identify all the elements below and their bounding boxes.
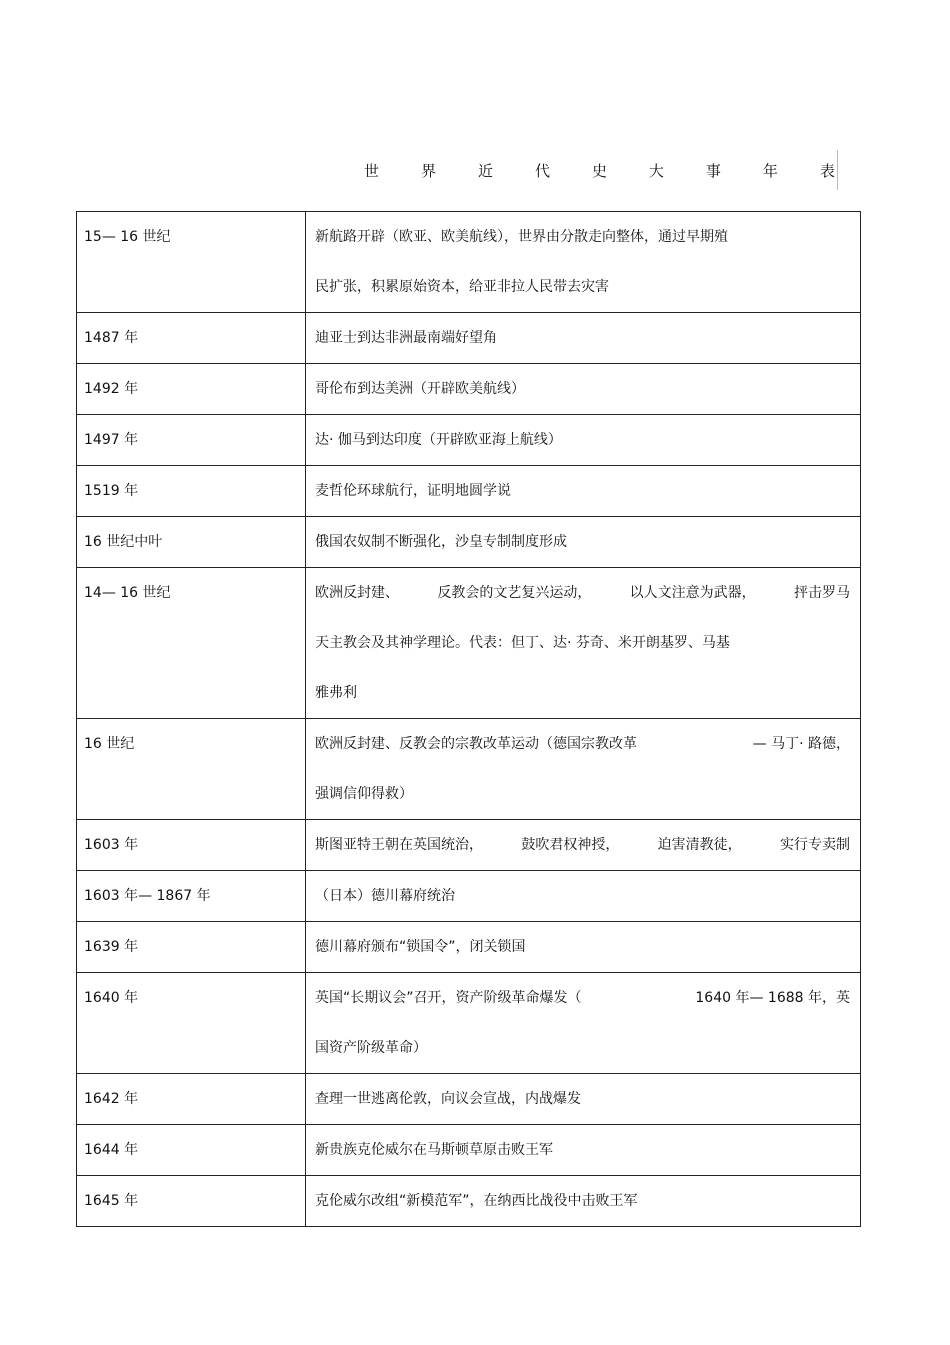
event-text: 新航路开辟（欧亚、欧美航线），世界由分散走向整体，通过早期殖 [315, 229, 728, 245]
event-cell [306, 568, 861, 719]
event-text: 达· 伽马到达印度（开辟欧亚海上航线） [315, 432, 562, 448]
table-row [77, 1074, 861, 1125]
event-text: 俄国农奴制不断强化，沙皇专制制度形成 [315, 534, 567, 550]
title-char: 大 [648, 161, 664, 180]
table-row [77, 313, 861, 364]
event-cell [306, 212, 861, 313]
event-text: 查理一世逃离伦敦，向议会宣战，内战爆发 [315, 1091, 581, 1107]
event-cell [306, 1125, 861, 1176]
event-line [315, 1125, 850, 1175]
event-cell [306, 466, 861, 517]
event-cell [306, 973, 861, 1074]
date-cell: 1645 年 [77, 1176, 306, 1227]
event-text: 1640 年— 1688 年，英 [695, 990, 850, 1006]
title-char: 近 [477, 161, 493, 180]
event-line [315, 820, 850, 870]
date-cell: 1642 年 [77, 1074, 306, 1125]
event-line [315, 668, 850, 718]
event-text: 迫害清教徒， [657, 837, 742, 853]
event-text: 迪亚士到达非洲最南端好望角 [315, 330, 497, 346]
events-table [76, 211, 861, 1227]
event-text: 德川幕府颁布“锁国令”，闭关锁国 [315, 939, 526, 955]
event-text: 民扩张，积累原始资本，给亚非拉人民带去灾害 [315, 279, 609, 295]
event-line [315, 973, 850, 1023]
event-line [315, 262, 850, 312]
event-text: 欧洲反封建、反教会的宗教改革运动（德国宗教改革 [315, 736, 637, 752]
event-text: （日本）德川幕府统治 [315, 888, 455, 904]
event-text: 强调信仰得救） [315, 786, 413, 802]
event-line [315, 1023, 850, 1073]
date-cell: 16 世纪 [77, 719, 306, 820]
event-text: 以人文注意为武器， [629, 585, 756, 601]
table-row [77, 922, 861, 973]
date-cell: 1497 年 [77, 415, 306, 466]
date-cell: 16 世纪中叶 [77, 517, 306, 568]
date-cell: 1639 年 [77, 922, 306, 973]
event-text: 抨击罗马 [793, 585, 850, 601]
event-text: 麦哲伦环球航行，证明地圆学说 [315, 483, 511, 499]
event-cell [306, 517, 861, 568]
event-line [315, 1176, 850, 1226]
title-char: 史 [591, 161, 607, 180]
event-line [315, 568, 850, 618]
event-text: 实行专卖制 [779, 837, 850, 853]
table-row [77, 517, 861, 568]
date-cell: 1487 年 [77, 313, 306, 364]
event-text: 哥伦布到达美洲（开辟欧美航线） [315, 381, 525, 397]
title-char: 世 [364, 161, 380, 180]
title-char: 表 [819, 161, 835, 180]
page-title [352, 150, 838, 190]
event-line [315, 415, 850, 465]
table-row [77, 466, 861, 517]
date-cell: 1519 年 [77, 466, 306, 517]
event-line [315, 719, 850, 769]
event-cell [306, 922, 861, 973]
event-text: 雅弗利 [315, 685, 357, 701]
event-text: 国资产阶级革命） [315, 1040, 427, 1056]
event-cell [306, 1074, 861, 1125]
event-cell [306, 415, 861, 466]
event-line [315, 618, 850, 668]
event-cell [306, 364, 861, 415]
event-line [315, 769, 850, 819]
table-row [77, 568, 861, 719]
title-char: 代 [534, 161, 550, 180]
title-char: 事 [705, 161, 721, 180]
event-text: — 马丁· 路德， [752, 736, 850, 752]
table-row [77, 364, 861, 415]
event-line [315, 466, 850, 516]
table-row [77, 1125, 861, 1176]
event-cell [306, 1176, 861, 1227]
table-row [77, 871, 861, 922]
date-cell: 1603 年— 1867 年 [77, 871, 306, 922]
table-row [77, 973, 861, 1074]
table-row [77, 415, 861, 466]
event-text: 反教会的文艺复兴运动， [437, 585, 592, 601]
event-line [315, 364, 850, 414]
date-cell: 15— 16 世纪 [77, 212, 306, 313]
event-line [315, 313, 850, 363]
date-cell: 14— 16 世纪 [77, 568, 306, 719]
table-row [77, 1176, 861, 1227]
table-row [77, 820, 861, 871]
event-line [315, 517, 850, 567]
event-text: 欧洲反封建、 [315, 585, 399, 601]
event-text: 新贵族克伦威尔在马斯顿草原击败王军 [315, 1142, 553, 1158]
title-char: 年 [762, 161, 778, 180]
event-cell [306, 719, 861, 820]
date-cell: 1644 年 [77, 1125, 306, 1176]
event-text: 斯图亚特王朝在英国统治， [315, 837, 483, 853]
title-char: 界 [420, 161, 436, 180]
event-line [315, 1074, 850, 1124]
event-cell [306, 871, 861, 922]
date-cell: 1492 年 [77, 364, 306, 415]
event-line [315, 922, 850, 972]
event-text: 克伦威尔改组“新模范军”，在纳西比战役中击败王军 [315, 1193, 638, 1209]
event-cell [306, 313, 861, 364]
event-text: 鼓吹君权神授， [521, 837, 620, 853]
table-row [77, 719, 861, 820]
event-text: 天主教会及其神学理论。代表：但丁、达· 芬奇、米开朗基罗、马基 [315, 635, 730, 651]
event-line [315, 212, 850, 262]
event-text: 英国“长期议会”召开，资产阶级革命爆发（ [315, 990, 582, 1006]
event-cell [306, 820, 861, 871]
event-line [315, 871, 850, 921]
date-cell: 1603 年 [77, 820, 306, 871]
table-row [77, 212, 861, 313]
date-cell: 1640 年 [77, 973, 306, 1074]
